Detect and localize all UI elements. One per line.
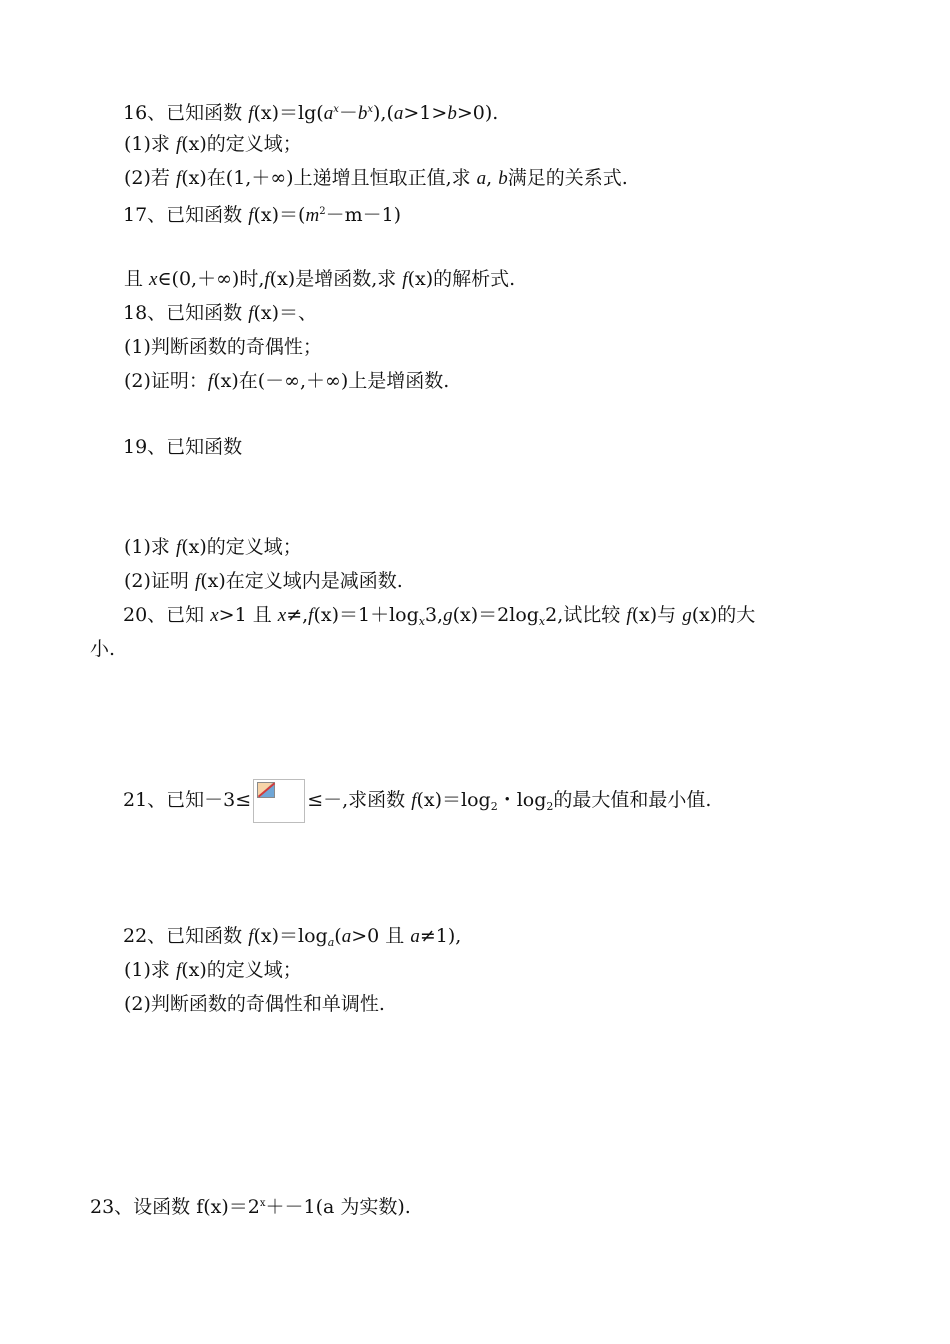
- problem-22-part-1: (1)求 f(x)的定义域；: [124, 959, 302, 981]
- problem-16-statement: 16、已知函数 $f(x)=\lg(a^x-b^x),(a>1>b>0)$.: [123, 102, 499, 124]
- problem-16-part-1: (1)求 f(x)的定义域；: [124, 133, 302, 155]
- problem-18-part-1: (1)判断函数的奇偶性；: [124, 336, 322, 358]
- problem-21-statement: 21、已知－3≤ ≤－,求函数 $f(x)=\log_2$・$\log_2$的最大值和最小值.: [123, 779, 711, 823]
- problem-20-statement: 20、已知 x>1 且 $x\ne,f(x)=1+\log_x3,g(x)=2\log_x2$,试比较 f(x)与 g(x)的大: [123, 604, 756, 628]
- broken-image-icon: [253, 779, 305, 823]
- problem-16-part-2: (2)若 f(x)在(1,＋∞)上递增且恒取正值,求 a, b满足的关系式.: [124, 167, 628, 189]
- problem-23-statement: 23、设函数 $f(x)=2^x+-1(a$ 为实数).: [90, 1196, 411, 1218]
- problem-18-part-2: (2)证明：f(x)在(－∞,＋∞)上是增函数.: [124, 370, 450, 392]
- problem-22-statement: 22、已知函数 $f(x)=\log_a(a>0$ 且 a≠1),: [123, 925, 462, 949]
- problem-19-part-1: (1)求 f(x)的定义域；: [124, 536, 302, 558]
- problem-19-statement: 19、已知函数: [123, 436, 243, 458]
- problem-17-condition: 且 x∈(0,＋∞)时,f(x)是增函数,求 f(x)的解析式.: [124, 268, 516, 290]
- problem-22-part-2: (2)判断函数的奇偶性和单调性.: [124, 993, 385, 1015]
- problem-17-statement: 17、已知函数 $f(x)=(m^2-m-1)$: [123, 204, 402, 226]
- problem-20-continuation: 小.: [90, 638, 116, 660]
- problem-18-statement: 18、已知函数 f(x)＝、: [123, 302, 318, 324]
- problem-19-part-2: (2)证明 f(x)在定义域内是减函数.: [124, 570, 403, 592]
